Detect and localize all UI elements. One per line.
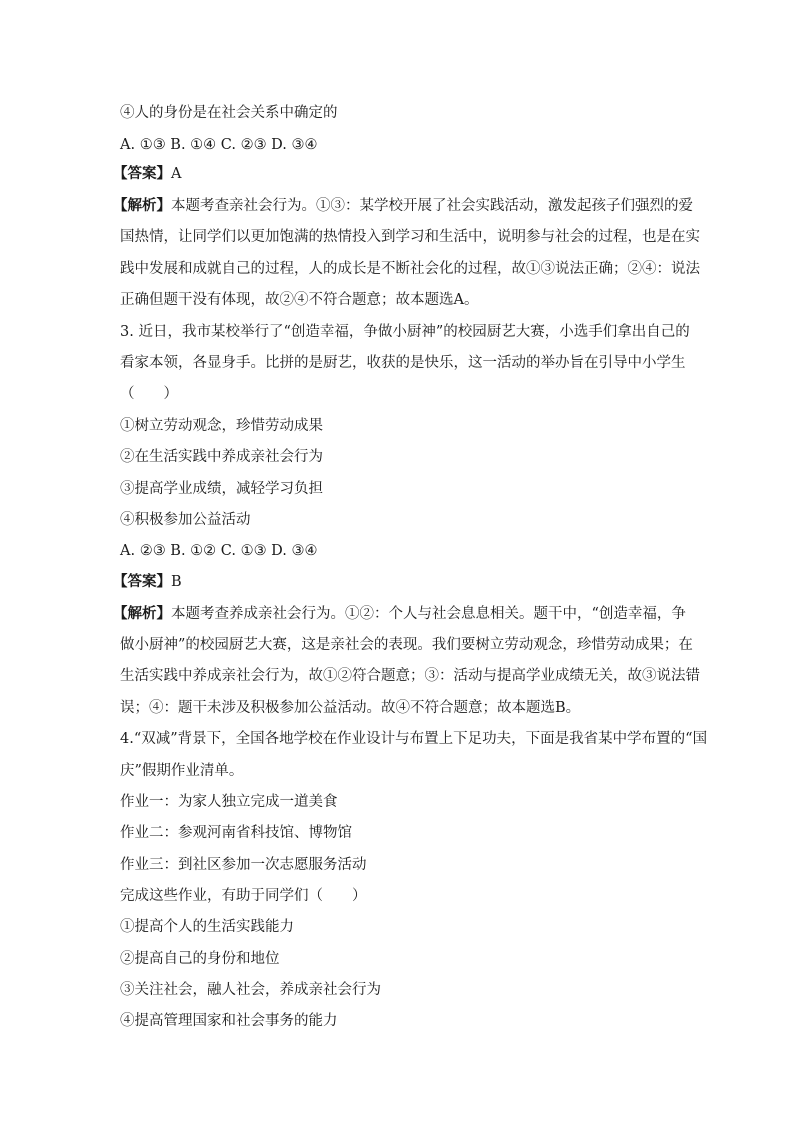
q2-analysis-line-3: 践中发展和成就自己的过程，人的成长是不断社会化的过程，故①③说法正确；②④：说法 bbox=[120, 261, 700, 277]
q2-analysis-line-1 bbox=[113, 197, 693, 215]
q4-homework-3: 作业三：到社区参加一次志愿服务活动 bbox=[120, 857, 367, 873]
q4-homework-2: 作业二：参观河南省科技馆、博物馆 bbox=[120, 825, 352, 841]
analysis-text: 本题考查亲社会行为。①③：某学校开展了社会实践活动，激发起孩子们强烈的爱 bbox=[171, 198, 693, 214]
q4-stem-line-2: 庆”假期作业清单。 bbox=[120, 763, 244, 779]
q3-option-4: ④积极参加公益活动 bbox=[120, 512, 251, 528]
q3-analysis-line-1 bbox=[113, 605, 686, 623]
q4-option-4: ④提高管理国家和社会事务的能力 bbox=[120, 1013, 338, 1029]
answer-value: A bbox=[171, 166, 182, 182]
q4-option-3: ③关注社会，融人社会，养成亲社会行为 bbox=[120, 982, 381, 998]
q2-choices: A. ①③ B. ①④ C. ②③ D. ③④ bbox=[120, 137, 318, 153]
analysis-tag: 【解析】 bbox=[113, 605, 171, 622]
q3-option-1: ①树立劳动观念，珍惜劳动成果 bbox=[120, 418, 323, 434]
answer-tag: 【答案】 bbox=[113, 165, 171, 182]
analysis-text: 本题考查养成亲社会行为。①②：个人与社会息息相关。题干中，“创造幸福，争 bbox=[171, 606, 686, 622]
q3-stem-line-3: （ ） bbox=[120, 386, 178, 402]
analysis-tag: 【解析】 bbox=[113, 197, 171, 214]
q3-analysis-line-4: 误；④：题干未涉及积极参加公益活动。故④不符合题意；故本题选B。 bbox=[120, 700, 581, 716]
q4-option-1: ①提高个人的生活实践能力 bbox=[120, 919, 294, 935]
q4-option-2: ②提高自己的身份和地位 bbox=[120, 951, 280, 967]
q4-question: 完成这些作业，有助于同学们（ ） bbox=[120, 888, 367, 904]
q3-answer bbox=[113, 573, 673, 591]
q2-analysis-line-2: 国热情，让同学们以更加饱满的热情投入到学习和生活中，说明参与社会的过程，也是在实 bbox=[120, 229, 700, 245]
answer-tag: 【答案】 bbox=[113, 573, 171, 590]
q3-analysis-line-3: 生活实践中养成亲社会行为，故①②符合题意；③：活动与提高学业成绩无关，故③说法错 bbox=[120, 668, 700, 684]
q4-homework-1: 作业一：为家人独立完成一道美食 bbox=[120, 794, 338, 810]
q2-analysis-line-4: 正确但题干没有体现，故②④不符合题意；故本题选A。 bbox=[120, 292, 479, 308]
q3-option-2: ②在生活实践中养成亲社会行为 bbox=[120, 449, 323, 465]
q3-stem-line-1: 3. 近日，我市某校举行了“创造幸福，争做小厨神”的校园厨艺大赛，小选手们拿出自己的 bbox=[120, 324, 690, 340]
q3-option-3: ③提高学业成绩，减轻学习负担 bbox=[120, 481, 323, 497]
q3-analysis-line-2: 做小厨神”的校园厨艺大赛，这是亲社会的表现。我们要树立劳动观念，珍惜劳动成果；在 bbox=[120, 637, 693, 653]
q3-stem-line-2: 看家本领，各显身手。比拼的是厨艺，收获的是快乐，这一活动的举办旨在引导中小学生 bbox=[120, 355, 686, 371]
q2-option-4: ④人的身份是在社会关系中确定的 bbox=[120, 105, 338, 121]
q4-stem-line-1: 4.“双减”背景下，全国各地学校在作业设计与布置上下足功夫，下面是我省某中学布置的“国 bbox=[120, 731, 708, 747]
q3-choices: A. ②③ B. ①② C. ①③ D. ③④ bbox=[120, 543, 318, 559]
answer-value: B bbox=[171, 574, 182, 590]
q2-answer bbox=[113, 165, 673, 183]
